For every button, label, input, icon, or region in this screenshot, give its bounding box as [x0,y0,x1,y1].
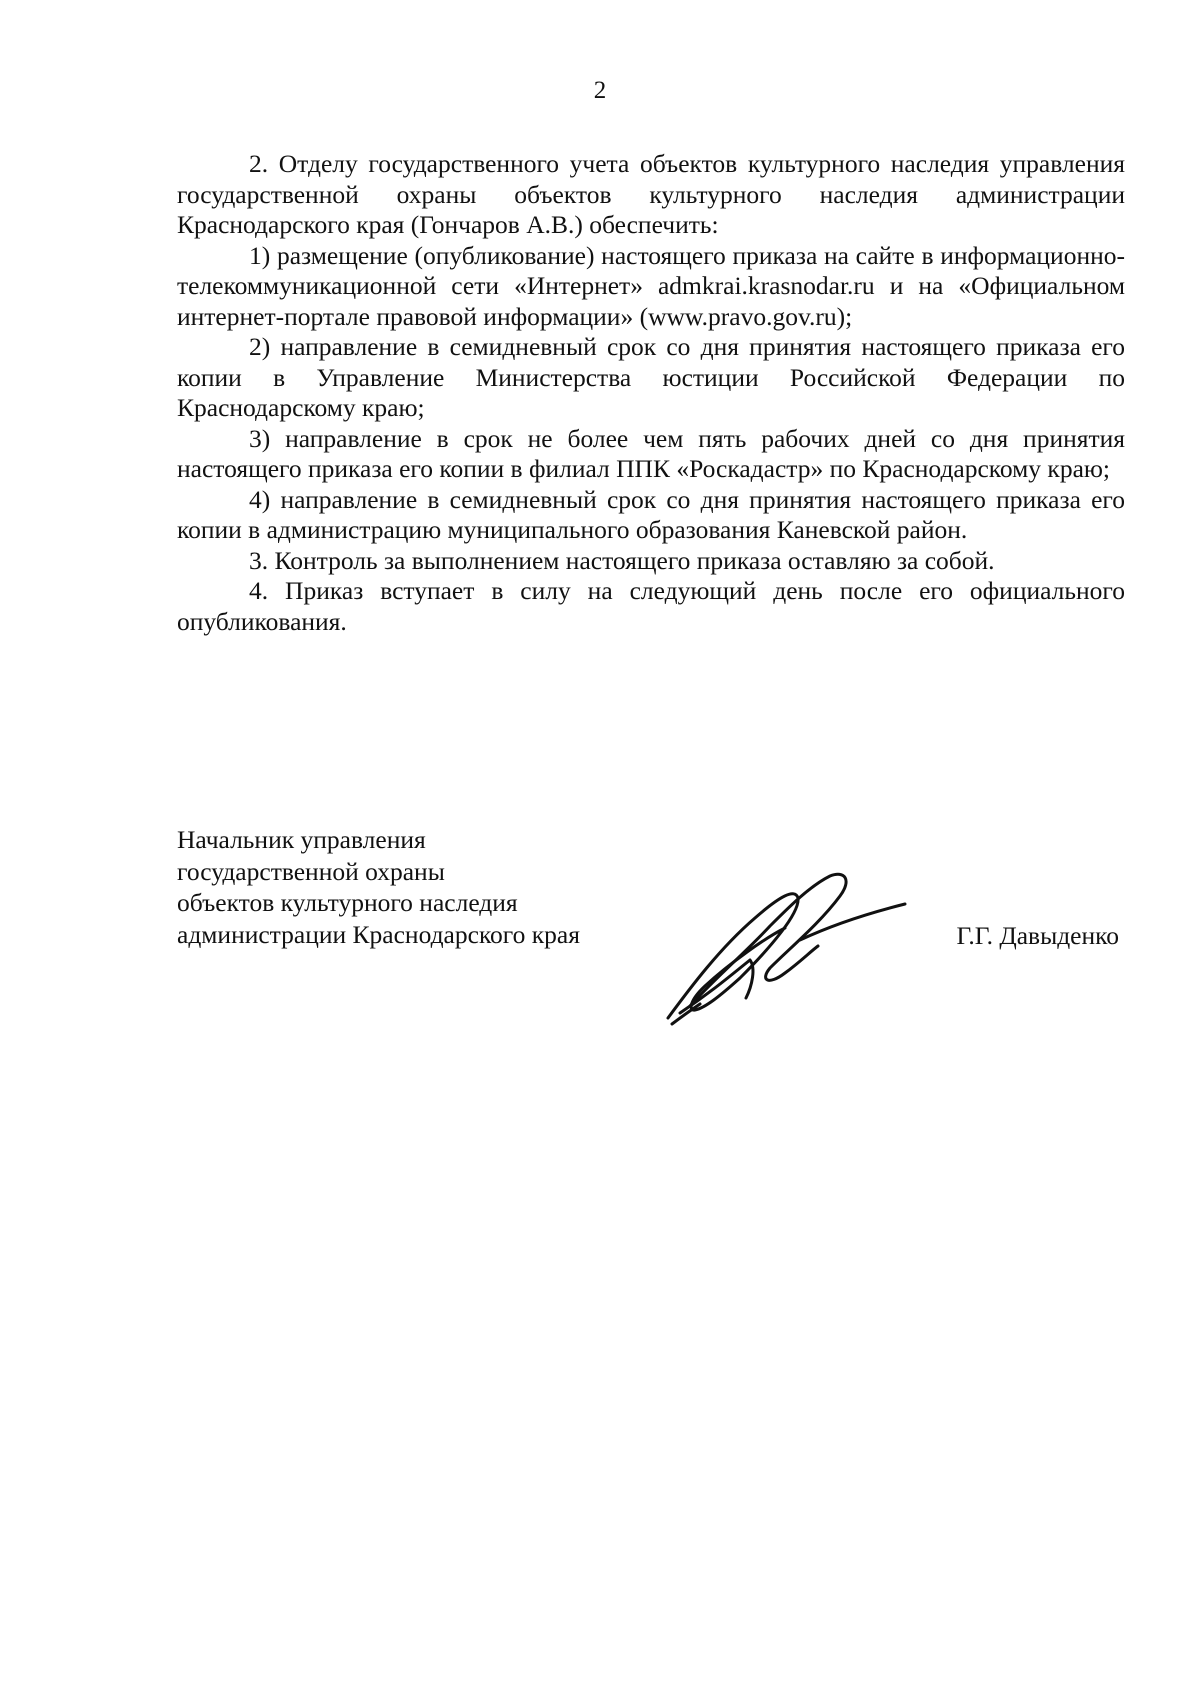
document-body [177,149,1125,637]
paragraph-subitem-3: 3) направление в срок не более чем пять рабочих дней со дня принятия настоящего приказа его копии в филиал ППК «Роскадастр» по Краснодарскому краю; [177,423,1125,483]
paragraph-item-4: 4. Приказ вступает в силу на следующий день после его официального опубликования. [177,576,1125,636]
paragraph-item-2: 2. Отделу государственного учета объектов культурного наследия управления государственной охраны объектов культурного наследия администрации Краснодарского края (Гончаров А.В.) обеспечить: [177,149,1125,239]
page-number: 2 [593,77,607,104]
paragraph-subitem-2: 2) направление в семидневный срок со дня принятия настоящего приказа его копии в Управление Министерства юстиции Российской Федерации по Краснодарскому краю; [177,332,1125,422]
signer-position-line: Начальник управления [177,825,426,854]
signer-name: Г.Г. Давыденко [956,921,1119,950]
handwritten-signature-icon [660,868,910,1028]
paragraph-item-3: 3. Контроль за выполнением настоящего приказа оставляю за собой. [249,545,995,575]
signer-position-line: объектов культурного наследия [177,888,518,917]
paragraph-subitem-4: 4) направление в семидневный срок со дня принятия настоящего приказа его копии в администрацию муниципального образования Каневской район. [177,484,1125,544]
paragraph-subitem-1: 1) размещение (опубликование) настоящего приказа на сайте в информационно-телекоммуникационной сети «Интернет» admkrai.krasnodar.ru и на «Официальном интернет-портале правовой информации» (www.pravo.gov.ru); [177,240,1125,331]
signer-position-line: администрации Краснодарского края [177,919,580,949]
signer-position-line: государственной охраны [177,856,445,886]
signature-block [177,824,1125,950]
